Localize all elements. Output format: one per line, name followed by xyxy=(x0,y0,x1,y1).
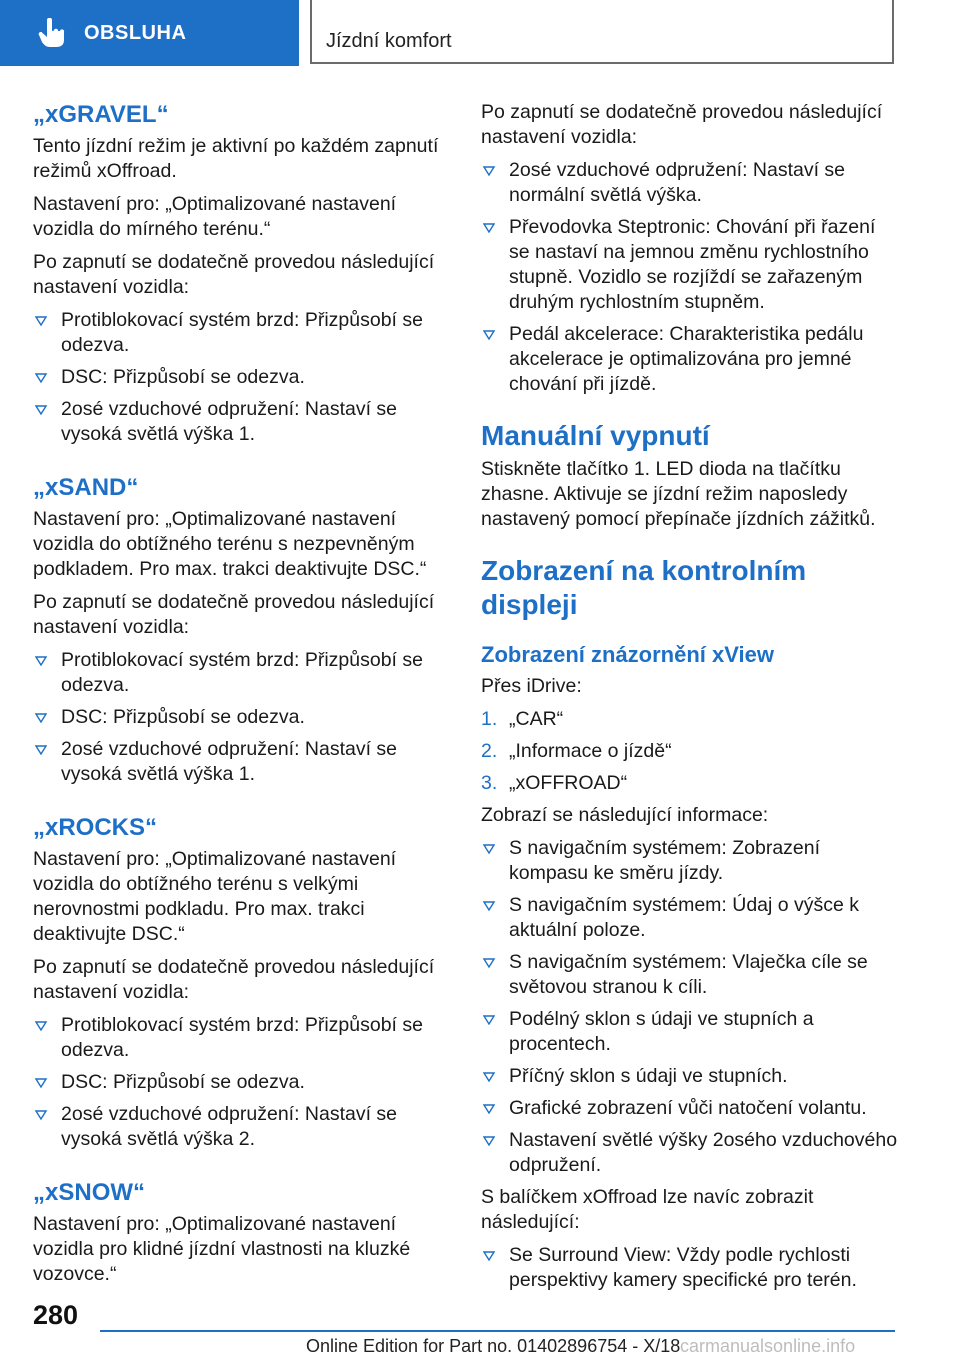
list-item-text: 2osé vzduchové odpružení: Nastaví se vysoká světlá výška 1. xyxy=(61,398,398,445)
list-item-text: S navigačním systémem: Zobrazení kompasu ke směru jízdy. xyxy=(509,837,821,884)
list-item-text: Pedál akcelerace: Charakteristika pedálu akcelerace je optimalizována pro jemné chování při jízdě. xyxy=(509,323,864,395)
right-column xyxy=(481,100,901,1300)
manual-off-text: Stiskněte tlačítko 1. LED dioda na tlačítku zhasne. Aktivuje se jízdní režim naposledy nastavený pomocí přepínače jízdních zážitků. xyxy=(481,458,876,530)
display-heading: Zobrazení na kontrolním displeji xyxy=(481,555,807,620)
snow-heading: „xSNOW“ xyxy=(33,1179,146,1206)
rocks-heading: „xROCKS“ xyxy=(33,814,158,841)
sand-text-2: Po zapnutí se dodatečně provedou následující nastavení vozidla: xyxy=(33,591,435,638)
triangle-bullet-icon xyxy=(483,1015,495,1025)
triangle-bullet-icon xyxy=(483,166,495,176)
list-item xyxy=(481,1096,901,1121)
list-item xyxy=(33,705,451,730)
gravel-text-1: Tento jízdní režim je aktivní po každém zapnutí režimů xOffroad. xyxy=(33,135,439,182)
package-label: S balíčkem xOffroad lze navíc zobrazit následující: xyxy=(481,1186,814,1233)
triangle-bullet-icon xyxy=(483,1251,495,1261)
list-item-text: DSC: Přizpůsobí se odezva. xyxy=(61,706,305,728)
sand-list xyxy=(33,648,451,787)
rocks-text-2: Po zapnutí se dodatečně provedou následující nastavení vozidla: xyxy=(33,956,435,1003)
info-label: Zobrazí se následující informace: xyxy=(481,804,769,826)
triangle-bullet-icon xyxy=(483,901,495,911)
idrive-label: Přes iDrive: xyxy=(481,675,582,697)
triangle-bullet-icon xyxy=(35,316,47,326)
list-item xyxy=(33,397,451,447)
list-item xyxy=(481,215,901,315)
list-item-text: Podélný sklon s údaji ve stupních a procentech. xyxy=(509,1008,814,1055)
triangle-bullet-icon xyxy=(35,745,47,755)
intro-list xyxy=(481,158,901,397)
list-item xyxy=(33,1013,451,1063)
list-item xyxy=(33,648,451,698)
list-item-text: Protiblokovací systém brzd: Přizpůsobí se odezva. xyxy=(61,309,423,356)
step-text: „Informace o jízdě“ xyxy=(509,740,672,762)
package-list xyxy=(481,1243,901,1293)
triangle-bullet-icon xyxy=(35,405,47,415)
step-text: „xOFFROAD“ xyxy=(509,772,628,794)
triangle-bullet-icon xyxy=(483,958,495,968)
gravel-list xyxy=(33,308,451,447)
triangle-bullet-icon xyxy=(483,1072,495,1082)
triangle-bullet-icon xyxy=(35,656,47,666)
triangle-bullet-icon xyxy=(35,1078,47,1088)
triangle-bullet-icon xyxy=(483,1104,495,1114)
triangle-bullet-icon xyxy=(483,1136,495,1146)
step-number: 1. xyxy=(481,708,498,730)
step-number: 2. xyxy=(481,740,498,762)
list-item-text: Se Surround View: Vždy podle rychlosti perspektivy kamery specifické pro terén. xyxy=(509,1244,857,1291)
list-item-text: 2osé vzduchové odpružení: Nastaví se vysoká světlá výška 1. xyxy=(61,738,398,785)
page-number: 280 xyxy=(33,1300,79,1330)
page-header xyxy=(0,0,960,66)
step-text: „CAR“ xyxy=(509,708,564,730)
list-item xyxy=(481,950,901,1000)
list-item-text: 2osé vzduchové odpružení: Nastaví se vysoká světlá výška 2. xyxy=(61,1103,398,1150)
step-number: 3. xyxy=(481,772,498,794)
list-item-text: Grafické zobrazení vůči natočení volantu. xyxy=(509,1097,867,1119)
list-item xyxy=(481,1064,901,1089)
triangle-bullet-icon xyxy=(35,1110,47,1120)
list-item xyxy=(481,158,901,208)
triangle-bullet-icon xyxy=(35,713,47,723)
xview-subheading: Zobrazení znázornění xView xyxy=(481,642,774,667)
info-list xyxy=(481,836,901,1178)
section-tab xyxy=(0,0,299,66)
triangle-bullet-icon xyxy=(35,373,47,383)
triangle-bullet-icon xyxy=(483,330,495,340)
gravel-text-3: Po zapnutí se dodatečně provedou následující nastavení vozidla: xyxy=(33,251,435,298)
list-item-text: Příčný sklon s údaji ve stupních. xyxy=(509,1065,788,1087)
gravel-heading: „xGRAVEL“ xyxy=(33,101,169,128)
sand-heading: „xSAND“ xyxy=(33,474,139,501)
footer-divider xyxy=(100,1330,895,1332)
list-item-text: Protiblokovací systém brzd: Přizpůsobí se odezva. xyxy=(61,1014,423,1061)
step-item xyxy=(481,739,901,764)
list-item xyxy=(33,308,451,358)
snow-text-1: Nastavení pro: „Optimalizované nastavení vozidla pro klidné jízdní vlastnosti na kluzké vozovce.“ xyxy=(33,1213,411,1285)
list-item-text: S navigačním systémem: Údaj o výšce k aktuální poloze. xyxy=(509,894,860,941)
list-item xyxy=(481,1128,901,1178)
list-item-text: Převodovka Steptronic: Chování při řazení se nastaví na jemnou změnu rychlostního stupně. Vozidlo se rozjíždí se zařazeným druhým rychlostním stupněm. xyxy=(509,216,876,313)
triangle-bullet-icon xyxy=(483,223,495,233)
list-item xyxy=(481,836,901,886)
list-item-text: DSC: Přizpůsobí se odezva. xyxy=(61,1071,305,1093)
triangle-bullet-icon xyxy=(35,1021,47,1031)
rocks-list xyxy=(33,1013,451,1152)
manual-off-heading: Manuální vypnutí xyxy=(481,420,710,451)
section-label: OBSLUHA xyxy=(84,21,187,44)
intro-text: Po zapnutí se dodatečně provedou následující nastavení vozidla: xyxy=(481,101,883,148)
list-item-text: Protiblokovací systém brzd: Přizpůsobí se odezva. xyxy=(61,649,423,696)
list-item-text: DSC: Přizpůsobí se odezva. xyxy=(61,366,305,388)
left-column xyxy=(33,100,451,1295)
sand-text-1: Nastavení pro: „Optimalizované nastavení vozidla do obtížného terénu s nezpevněným podkladem. Pro max. trakci deaktivujte DSC.“ xyxy=(33,508,427,580)
list-item xyxy=(481,1243,901,1293)
chapter-box xyxy=(310,0,894,64)
watermark: carmanualsonline.info xyxy=(680,1336,856,1356)
list-item xyxy=(33,1102,451,1152)
triangle-bullet-icon xyxy=(483,844,495,854)
edition-text: Online Edition for Part no. 01402896754 - X/18 xyxy=(306,1336,681,1356)
list-item-text: 2osé vzduchové odpružení: Nastaví se normální světlá výška. xyxy=(509,159,846,206)
list-item xyxy=(33,365,451,390)
chapter-title: Jízdní komfort xyxy=(326,30,452,52)
list-item-text: S navigačním systémem: Vlaječka cíle se světovou stranou k cíli. xyxy=(509,951,868,998)
gravel-text-2: Nastavení pro: „Optimalizované nastavení vozidla do mírného terénu.“ xyxy=(33,193,397,240)
step-item xyxy=(481,707,901,732)
list-item xyxy=(33,1070,451,1095)
rocks-text-1: Nastavení pro: „Optimalizované nastavení vozidla do obtížného terénu s velkými nerovnostmi podkladu. Pro max. trakci deaktivujte DSC.“ xyxy=(33,848,397,945)
idrive-steps xyxy=(481,707,901,796)
list-item xyxy=(481,322,901,397)
list-item xyxy=(481,893,901,943)
list-item-text: Nastavení světlé výšky 2osého vzduchového odpružení. xyxy=(509,1129,898,1176)
hand-pointer-icon xyxy=(38,18,66,48)
list-item xyxy=(33,737,451,787)
step-item xyxy=(481,771,901,796)
list-item xyxy=(481,1007,901,1057)
